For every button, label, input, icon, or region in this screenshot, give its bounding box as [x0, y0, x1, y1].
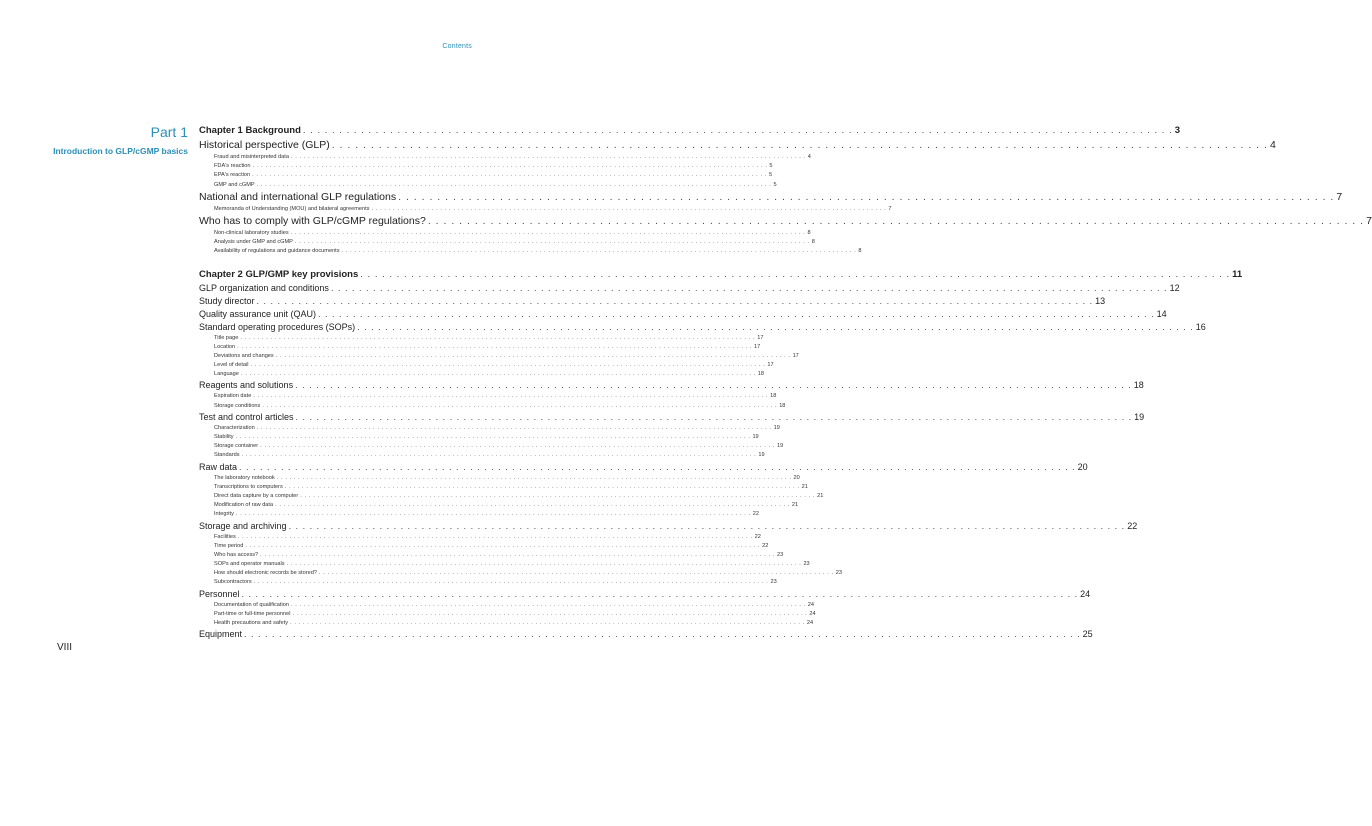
dot-leader: . . . . . . . . . . . . . . . . . . . . . . . . . . . . . . . . . . . . . . . . . . . . . . . . . . . . . . . . . . . . . . . . . . . . . . . . . . . . . . . . . . . . . . . . . . . . . . . . . . . . . . . . . . . . . . . . . . . . . . . .	[260, 443, 776, 450]
dot-leader: . . . . . . . . . . . . . . . . . . . . . . . . . . . . . . . . . . . . . . . . . . . . . . . . . . . . . . . . . . . . . . . . . . . . . . . . . . . . . . . . . . . . . . . . . . . . . . . . . . . . . . . . . . . . . . . . . . . . . . . .	[253, 393, 769, 400]
toc-subsection-entry[interactable]	[199, 334, 764, 343]
toc-subsection-entry-page-number: 19	[777, 443, 784, 450]
toc-section-entry-title: National and international GLP regulations	[199, 190, 397, 203]
toc-subsection-entry-page-number: 19	[758, 452, 765, 459]
dot-leader: . . . . . . . . . . . . . . . . . . . . . . . . . . . . . . . . . . . . . . . . . . . . . . . . . . . . . . . . . . . . . . . . . . . . . . . . . . . . . . . . . . . . . . . . . . . . . . . . . . . . . . . . . . . . . . . . . . . . . . . .	[256, 424, 772, 431]
toc-subsection-entry-page-number: 5	[769, 163, 773, 170]
toc-section-entry-title: Who has to comply with GLP/cGMP regulations?	[199, 214, 426, 227]
dot-leader: . . . . . . . . . . . . . . . . . . . . . . . . . . . . . . . . . . . . . . . . . . . . . . . . . . . . . . . . . . . . . . . . . . . . . . . . . . . . . . . . . . . . . . . . . . . . . . . . . . . . . . . . . . . . . . . . . . . . . . . .	[241, 452, 757, 459]
toc-section-entry-title: Historical perspective (GLP)	[199, 139, 330, 151]
toc-section-entry[interactable]	[199, 214, 1372, 229]
toc-section-entry[interactable]	[199, 295, 1106, 308]
dot-leader: . . . . . . . . . . . . . . . . . . . . . . . . . . . . . . . . . . . . . . . . . . . . . . . . . . . . . . . . . . . . . . . . . . . . . . . . . . . . . . . . . . . . . . . . . . . . . . . . . . . . . . . . . . . . . . . . . . . . . . . .	[357, 321, 1194, 332]
dot-leader: . . . . . . . . . . . . . . . . . . . . . . . . . . . . . . . . . . . . . . . . . . . . . . . . . . . . . . . . . . . . . . . . . . . . . . . . . . . . . . . . . . . . . . . . . . . . . . . . . . . . . . . . . . . . . . . . . . . . . . . .	[284, 483, 800, 490]
toc-section-entry-page-number: 25	[1082, 629, 1093, 640]
toc-subsection-entry[interactable]	[199, 370, 764, 379]
toc-subsection-entry-title: SOPs and operator manuals	[214, 561, 285, 568]
dot-leader: . . . . . . . . . . . . . . . . . . . . . . . . . . . . . . . . . . . . . . . . . . . . . . . . . . . . . . . . . . . . . . . . . . . . . . . . . . . . . . . . . . . . . . . . . . . . . . . . . . . . . . . . . . . . . . . . . . . . . . . .	[240, 371, 756, 378]
toc-subsection-entry-page-number: 22	[762, 542, 769, 549]
toc-section-entry-page-number: 12	[1169, 282, 1180, 293]
toc-subsection-entry[interactable]	[199, 402, 786, 411]
toc-section-entry-page-number: 7	[1336, 190, 1343, 203]
dot-leader: . . . . . . . . . . . . . . . . . . . . . . . . . . . . . . . . . . . . . . . . . . . . . . . . . . . . . . . . . . . . . . . . . . . . . . . . . . . . . . . . . . . . . . . . . . . . . . . . . . . . . . . . . . . . . . . . . . . . . . . .	[245, 542, 761, 549]
dot-leader: . . . . . . . . . . . . . . . . . . . . . . . . . . . . . . . . . . . . . . . . . . . . . . . . . . . . . . . . . . . . . . . . . . . . . . . . . . . . . . . . . . . . . . . . . . . . . . . . . . . . . . . . . . . . . . . . . . . . . . . .	[240, 334, 756, 341]
part-title: Introduction to GLP/cGMP basics	[53, 146, 188, 156]
part-heading	[40, 124, 188, 158]
toc-subsection-entry-title: Transcriptions to computers	[214, 483, 283, 490]
toc-subsection-entry[interactable]	[199, 501, 799, 510]
toc-subsection-entry[interactable]	[199, 483, 808, 492]
toc-subsection-entry-title: Time period	[214, 542, 244, 549]
toc-section-entry-title: Raw data	[199, 461, 238, 472]
toc-subsection-entry-title: Health precautions and safety	[214, 620, 289, 626]
dot-leader: . . . . . . . . . . . . . . . . . . . . . . . . . . . . . . . . . . . . . . . . . . . . . . . . . . . . . . . . . . . . . . . . . . . . . . . . . . . . . . . . . . . . . . . . . . . . . . . . . . . . . . . . . . . . . . . . . . . . . . . .	[290, 601, 806, 608]
toc-section-entry[interactable]	[199, 190, 1343, 205]
toc-section-entry-page-number: 7	[1366, 214, 1372, 227]
toc-subsection-entry-page-number: 21	[801, 483, 808, 490]
toc-chapter-entry[interactable]	[199, 124, 1181, 138]
toc-section-entry-page-number: 14	[1156, 308, 1167, 319]
dot-leader: . . . . . . . . . . . . . . . . . . . . . . . . . . . . . . . . . . . . . . . . . . . . . . . . . . . . . . . . . . . . . . . . . . . . . . . . . . . . . . . . . . . . . . . . . . . . . . . . . . . . . . . . . . . . . . . . . . . . . . . .	[286, 561, 802, 568]
toc-subsection-entry[interactable]	[199, 153, 811, 162]
dot-leader: . . . . . . . . . . . . . . . . . . . . . . . . . . . . . . . . . . . . . . . . . . . . . . . . . . . . . . . . . . . . . . . . . . . . . . . . . . . . . . . . . . . . . . . . . . . . . . . . . . . . . . . . . . . . . . . . . . . . . . . .	[244, 629, 1081, 640]
toc-subsection-entry[interactable]	[199, 205, 892, 214]
toc-section-entry[interactable]	[199, 308, 1167, 321]
dot-leader: . . . . . . . . . . . . . . . . . . . . . . . . . . . . . . . . . . . . . . . . . . . . . . . . . . . . . . . . . . . . . . . . . . . . . . . . . . . . . . . . . . . . . . . . . . . . . . . . . . . . . . . . . . . . . . . . . . . . . . . .	[288, 520, 1126, 531]
toc-subsection-entry-page-number: 18	[757, 371, 764, 378]
toc-section-entry-title: Equipment	[199, 629, 243, 640]
toc-subsection-entry-page-number: 8	[811, 239, 815, 246]
toc-subsection-entry[interactable]	[199, 510, 759, 519]
toc-subsection-entry-title: Title page	[214, 334, 239, 341]
dot-leader: . . . . . . . . . . . . . . . . . . . . . . . . . . . . . . . . . . . . . . . . . . . . . . . . . . . . . . . . . . . . . . . . . . . . . . . . . . . . . . . . . . . . . . . . . . . . . . . . . . . . . . . . . . . . . . . . . . . . . . . .	[237, 533, 753, 540]
toc-section-entry[interactable]	[199, 379, 1144, 392]
dot-leader: . . . . . . . . . . . . . . . . . . . . . . . . . . . . . . . . . . . . . . . . . . . . . . . . . . . . . . . . . . . . . . . . . . . . . . . . . . . . . . . . . . . . . . . . . . . . . . . . . . . . . . . . . . . . . . . . . . . . . . . .	[290, 620, 805, 626]
table-of-contents	[199, 124, 1372, 641]
toc-subsection-entry-title: Language	[214, 371, 239, 378]
toc-section-entry-title: Storage and archiving	[199, 520, 287, 531]
dot-leader: . . . . . . . . . . . . . . . . . . . . . . . . . . . . . . . . . . . . . . . . . . . . . . . . . . . . . . . . . . . . . . . . . . . . . . . . . . . . . . . . . . . . . . . . . . . . . . . . . . . . . . . . . . . . . . . . . . . . . . . .	[330, 282, 1168, 293]
dot-leader: . . . . . . . . . . . . . . . . . . . . . . . . . . . . . . . . . . . . . . . . . . . . . . . . . . . . . . . . . . . . . . . . . . . . . . . . . . . . . . . . . . . . . . . . . . . . . . . . . . . . . . . . . . . . . . . . . . . . . . . .	[275, 502, 790, 509]
dot-leader: . . . . . . . . . . . . . . . . . . . . . . . . . . . . . . . . . . . . . . . . . . . . . . . . . . . . . . . . . . . . . . . . . . . . . . . . . . . . . . . . . . . . . . . . . . . . . . . . . . . . . . . . . . . . . . . . . . . . . . . .	[250, 362, 766, 369]
dot-leader: . . . . . . . . . . . . . . . . . . . . . . . . . . . . . . . . . . . . . . . . . . . . . . . . . . . . . . . . . . . . . . . . . . . . . . . . . . . . . . . . . . . . . . . . . . . . . . . . . . . . . . . . . . . . . . . . . . . . . . . .	[318, 570, 834, 577]
dot-leader: . . . . . . . . . . . . . . . . . . . . . . . . . . . . . . . . . . . . . . . . . . . . . . . . . . . . . . . . . . . . . . . . . . . . . . . . . . . . . . . . . . . . . . . . . . . . . . . . . . . . . . . . . . . . . . . . . . . . . . . .	[260, 551, 775, 558]
toc-subsection-entry-title: EPA's reaction	[214, 172, 251, 179]
dot-leader: . . . . . . . . . . . . . . . . . . . . . . . . . . . . . . . . . . . . . . . . . . . . . . . . . . . . . . . . . . . . . . . . . . . . . . . . . . . . . . . . . . . . . . . . . . . . . . . . . . . . . . . . . . . . . . . . . . . . . . . .	[360, 268, 1231, 280]
toc-subsection-entry-title: Characterization	[214, 424, 255, 431]
toc-subsection-entry-title: Availability of regulations and guidance documents	[214, 248, 340, 255]
dot-leader: . . . . . . . . . . . . . . . . . . . . . . . . . . . . . . . . . . . . . . . . . . . . . . . . . . . . . . . . . . . . . . . . . . . . . . . . . . . . . . . . . . . . . . . . . . . . . . . . . . . . . . . . . . . . . . . . . . . . . . . .	[241, 588, 1079, 599]
toc-subsection-entry[interactable]	[199, 560, 810, 569]
toc-subsection-entry-page-number: 23	[803, 561, 810, 568]
toc-section-entry-page-number: 19	[1134, 411, 1145, 422]
toc-subsection-entry[interactable]	[199, 492, 824, 501]
toc-section-entry[interactable]	[199, 588, 1091, 601]
toc-subsection-entry-title: Direct data capture by a computer	[214, 492, 299, 499]
toc-chapter-entry-title: Chapter 1 Background	[199, 125, 301, 136]
toc-subsection-entry-page-number: 23	[777, 551, 784, 558]
toc-section-entry-title: GLP organization and conditions	[199, 282, 329, 293]
dot-leader: . . . . . . . . . . . . . . . . . . . . . . . . . . . . . . . . . . . . . . . . . . . . . . . . . . . . . . . . . . . . . . . . . . . . . . . . . . . . . . . . . . . . . . . . . . . . . . . . . . . . . . . . . . . . . . . . . . . . . . . .	[300, 492, 816, 499]
toc-subsection-entry-page-number: 21	[791, 502, 799, 509]
toc-subsection-entry-title: Documentation of qualification	[214, 601, 289, 608]
toc-subsection-entry[interactable]	[199, 247, 862, 256]
toc-subsection-entry-title: Storage conditions	[214, 402, 261, 409]
toc-subsection-entry-page-number: 23	[835, 570, 842, 577]
toc-subsection-entry-page-number: 7	[888, 205, 892, 212]
toc-subsection-entry-page-number: 20	[793, 474, 800, 481]
toc-section-entry-page-number: 22	[1127, 520, 1138, 531]
dot-leader: . . . . . . . . . . . . . . . . . . . . . . . . . . . . . . . . . . . . . . . . . . . . . . . . . . . . . . . . . . . . . . . . . . . . . . . . . . . . . . . . . . . . . . . . . . . . . . . . . . . . . . . . . . . . . . . . . . . . . . . .	[302, 125, 1173, 136]
dot-leader: . . . . . . . . . . . . . . . . . . . . . . . . . . . . . . . . . . . . . . . . . . . . . . . . . . . . . . . . . . . . . . . . . . . . . . . . . . . . . . . . . . . . . . . . . . . . . . . . . . . . . . . . . . . . . . . . . . . . . . . .	[276, 474, 792, 481]
dot-leader: . . . . . . . . . . . . . . . . . . . . . . . . . . . . . . . . . . . . . . . . . . . . . . . . . . . . . . . . . . . . . . . . . . . . . . . . . . . . . . . . . . . . . . . . . . . . . . . . . . . . . . . . . . . . . . . . . . . . . . . .	[294, 239, 810, 246]
dot-leader: . . . . . . . . . . . . . . . . . . . . . . . . . . . . . . . . . . . . . . . . . . . . . . . . . . . . . . . . . . . . . . . . . . . . . . . . . . . . . . . . . . . . . . . . . . . . . . . . . . . . . . . . . . . . . . . . . . . . . . . .	[341, 248, 857, 255]
toc-subsection-entry[interactable]	[199, 181, 777, 190]
toc-section-entry[interactable]	[199, 628, 1093, 641]
toc-subsection-entry-title: Fraud and misinterpreted data	[214, 154, 289, 160]
dot-leader: . . . . . . . . . . . . . . . . . . . . . . . . . . . . . . . . . . . . . . . . . . . . . . . . . . . . . . . . . . . . . . . . . . . . . . . . . . . . . . . . . . . . . . . . . . . . . . . . . . . . . . . . . . . . . . . . . . . . . . . .	[253, 579, 769, 586]
toc-subsection-entry-page-number: 17	[792, 352, 799, 359]
toc-subsection-entry[interactable]	[199, 352, 799, 361]
toc-subsection-entry-page-number: 23	[770, 579, 777, 586]
dot-leader: . . . . . . . . . . . . . . . . . . . . . . . . . . . . . . . . . . . . . . . . . . . . . . . . . . . . . . . . . . . . . . . . . . . . . . . . . . . . . . . . . . . . . . . . . . . . . . . . . . . . . . . . . . . . . . . . . . . . . . . .	[237, 343, 752, 350]
toc-subsection-entry-page-number: 21	[817, 492, 824, 499]
toc-subsection-entry-page-number: 18	[770, 393, 777, 400]
toc-subsection-entry[interactable]	[199, 238, 815, 247]
toc-section-entry-page-number: 20	[1077, 461, 1088, 472]
page-number: VIII	[57, 642, 73, 653]
toc-subsection-entry-title: FDA's reaction	[214, 163, 251, 170]
toc-section-entry-title: Reagents and solutions	[199, 380, 294, 391]
toc-subsection-entry[interactable]	[199, 442, 784, 451]
toc-subsection-entry-title: Storage container	[214, 443, 259, 450]
toc-subsection-entry[interactable]	[199, 551, 784, 560]
toc-subsection-entry-page-number: 22	[752, 511, 759, 518]
toc-subsection-entry-page-number: 24	[809, 610, 816, 617]
toc-subsection-entry-page-number: 17	[754, 343, 761, 350]
toc-section-entry-page-number: 24	[1080, 588, 1091, 599]
toc-section-entry[interactable]	[199, 461, 1088, 474]
dot-leader: . . . . . . . . . . . . . . . . . . . . . . . . . . . . . . . . . . . . . . . . . . . . . . . . . . . . . . . . . . . . . . . . . . . . . . . . . . . . . . . . . . . . . . . . . . . . . . . . . . . . . . . . . . . . . . . . . . . . . . . .	[252, 163, 768, 170]
toc-subsection-entry-page-number: 24	[806, 620, 814, 626]
toc-subsection-entry-title: Non-clinical laboratory studies	[214, 229, 289, 236]
toc-subsection-entry[interactable]	[199, 542, 769, 551]
toc-subsection-entry-page-number: 4	[807, 154, 811, 160]
toc-subsection-entry[interactable]	[199, 171, 773, 180]
toc-chapter-entry-title: Chapter 2 GLP/GMP key provisions	[199, 268, 359, 280]
dot-leader: . . . . . . . . . . . . . . . . . . . . . . . . . . . . . . . . . . . . . . . . . . . . . . . . . . . . . . . . . . . . . . . . . . . . . . . . . . . . . . . . . . . . . . . . . . . . . . . . . . . . . . . . . . . . . . . . . . . . . . . .	[275, 352, 791, 359]
toc-subsection-entry[interactable]	[199, 474, 800, 483]
dot-leader: . . . . . . . . . . . . . . . . . . . . . . . . . . . . . . . . . . . . . . . . . . . . . . . . . . . . . . . . . . . . . . . . . . . . . . . . . . . . . . . . . . . . . . . . . . . . . . . . . . . . . . . . . . . . . . . . . . . . . . . .	[256, 181, 772, 188]
dot-leader: . . . . . . . . . . . . . . . . . . . . . . . . . . . . . . . . . . . . . . . . . . . . . . . . . . . . . . . . . . . . . . . . . . . . . . . . . . . . . . . . . . . . . . . . . . . . . . . . . . . . . . . . . . . . . . . . . . . . . . . .	[318, 308, 1155, 319]
toc-subsection-entry-title: Stability	[214, 434, 234, 440]
toc-subsection-entry[interactable]	[199, 569, 842, 578]
toc-section-entry[interactable]	[199, 520, 1138, 533]
toc-subsection-entry-title: Facilities	[214, 533, 236, 540]
toc-section-entry-title: Study director	[199, 295, 255, 306]
toc-subsection-entry-title: Memoranda of Understanding (MOU) and bilateral agreements	[214, 205, 370, 212]
toc-subsection-entry[interactable]	[199, 392, 777, 401]
toc-subsection-entry-page-number: 17	[767, 362, 774, 369]
toc-section-entry[interactable]	[199, 321, 1206, 334]
toc-subsection-entry-title: Analysis under GMP and cGMP	[214, 239, 293, 246]
dot-leader: . . . . . . . . . . . . . . . . . . . . . . . . . . . . . . . . . . . . . . . . . . . . . . . . . . . . . . . . . . . . . . . . . . . . . . . . . . . . . . . . . . . . . . . . . . . . . . . . . . . . . . . . . . . . . . . . . . . . . . . .	[295, 380, 1132, 391]
toc-subsection-entry[interactable]	[199, 361, 774, 370]
toc-subsection-entry-title: Integrity	[214, 511, 234, 518]
toc-subsection-entry[interactable]	[199, 424, 780, 433]
toc-subsection-entry[interactable]	[199, 533, 761, 542]
toc-subsection-entry-page-number: 18	[779, 402, 786, 409]
toc-chapter-entry-page-number: 11	[1232, 268, 1243, 280]
toc-subsection-entry-title: How should electronic records be stored?	[214, 570, 317, 577]
toc-subsection-entry[interactable]	[199, 601, 815, 610]
toc-subsection-entry-page-number: 5	[768, 172, 773, 179]
toc-section-entry-page-number: 18	[1133, 380, 1144, 391]
dot-leader: . . . . . . . . . . . . . . . . . . . . . . . . . . . . . . . . . . . . . . . . . . . . . . . . . . . . . . . . . . . . . . . . . . . . . . . . . . . . . . . . . . . . . . . . . . . . . . . . . . . . . . . . . . . . . . . . . . . . . . . .	[331, 139, 1268, 151]
toc-subsection-entry-page-number: 17	[757, 334, 764, 341]
dot-leader: . . . . . . . . . . . . . . . . . . . . . . . . . . . . . . . . . . . . . . . . . . . . . . . . . . . . . . . . . . . . . . . . . . . . . . . . . . . . . . . . . . . . . . . . . . . . . . . . . . . . . . . . . . . . . . . . . . . . . . . .	[262, 402, 778, 409]
dot-leader: . . . . . . . . . . . . . . . . . . . . . . . . . . . . . . . . . . . . . . . . . . . . . . . . . . . . . . . . . . . . . . . . . . . . . . . . . . . . . . . . . . . . . . . . . . . . . . . . . . . . . . . . . . . . . . . . . . . . . . . .	[292, 610, 808, 617]
dot-leader: . . . . . . . . . . . . . . . . . . . . . . . . . . . . . . . . . . . . . . . . . . . . . . . . . . . . . . . . . . . . . . . . . . . . . . . . . . . . . . . . . . . . . . . . . . . . . . . . . . . . . . . . . . . . . . . . . . . . . . . .	[239, 461, 1076, 472]
toc-subsection-entry-title: GMP and cGMP	[214, 181, 255, 188]
toc-section-entry[interactable]	[199, 282, 1180, 295]
toc-subsection-entry[interactable]	[199, 578, 777, 587]
dot-leader: . . . . . . . . . . . . . . . . . . . . . . . . . . . . . . . . . . . . . . . . . . . . . . . . . . . . . . . . . . . . . . . . . . . . . . . . . . . . . . . . . . . . . . . . . . . . . . . . . . . . . . . . . . . . . . . . . . . . . . . .	[256, 295, 1094, 306]
toc-section-entry-title: Personnel	[199, 588, 240, 599]
toc-subsection-entry-title: Standards	[214, 452, 240, 459]
toc-subsection-entry-page-number: 19	[752, 434, 759, 440]
toc-subsection-entry-page-number: 8	[858, 248, 862, 255]
running-header: Contents	[442, 43, 472, 50]
toc-section-entry-page-number: 13	[1095, 295, 1106, 306]
dot-leader: . . . . . . . . . . . . . . . . . . . . . . . . . . . . . . . . . . . . . . . . . . . . . . . . . . . . . . . . . . . . . . . . . . . . . . . . . . . . . . . . . . . . . . . . . . . . . . . . . . . . . . . . . . . . . . . . . . . . . . . .	[427, 214, 1365, 227]
toc-chapter-entry-page-number: 3	[1174, 125, 1181, 136]
toc-subsection-entry-title: Subcontractors	[214, 579, 252, 586]
toc-subsection-entry-page-number: 22	[754, 533, 761, 540]
dot-leader: . . . . . . . . . . . . . . . . . . . . . . . . . . . . . . . . . . . . . . . . . . . . . . . . . . . . . . . . . . . . . . . . . . . . . . . . . . . . . . . . . . . . . . . . . . . . . . . . . . . . . . . . . . . . . . . . . . . . . . . .	[290, 154, 806, 160]
toc-subsection-entry[interactable]	[199, 162, 773, 171]
toc-section-entry[interactable]	[199, 138, 1276, 153]
toc-subsection-entry[interactable]	[199, 619, 814, 628]
dot-leader: . . . . . . . . . . . . . . . . . . . . . . . . . . . . . . . . . . . . . . . . . . . . . . . . . . . . . . . . . . . . . . . . . . . . . . . . . . . . . . . . . . . . . . . . . . . . . . . . . . . . . . . . . . . . . . . . . . . . . . . .	[371, 205, 887, 212]
toc-subsection-entry-title: Level of detail	[214, 362, 249, 369]
toc-subsection-entry-title: Expiration date	[214, 393, 252, 400]
toc-subsection-entry-title: Deviations and changes	[214, 352, 274, 359]
toc-section-entry-title: Standard operating procedures (SOPs)	[199, 321, 356, 332]
toc-subsection-entry-title: Modification of raw data	[214, 502, 274, 509]
dot-leader: . . . . . . . . . . . . . . . . . . . . . . . . . . . . . . . . . . . . . . . . . . . . . . . . . . . . . . . . . . . . . . . . . . . . . . . . . . . . . . . . . . . . . . . . . . . . . . . . . . . . . . . . . . . . . . . . . . . . . . . .	[398, 190, 1335, 203]
toc-subsection-entry-page-number: 19	[773, 424, 780, 431]
toc-section-entry-page-number: 16	[1195, 321, 1206, 332]
toc-subsection-entry-page-number: 24	[807, 601, 815, 608]
toc-subsection-entry-page-number: 8	[807, 229, 811, 236]
toc-section-entry[interactable]	[199, 411, 1145, 424]
toc-subsection-entry-title: The laboratory notebook	[214, 474, 275, 481]
toc-chapter-entry[interactable]	[199, 268, 1243, 282]
dot-leader: . . . . . . . . . . . . . . . . . . . . . . . . . . . . . . . . . . . . . . . . . . . . . . . . . . . . . . . . . . . . . . . . . . . . . . . . . . . . . . . . . . . . . . . . . . . . . . . . . . . . . . . . . . . . . . . . . . . . . . . .	[252, 172, 767, 179]
toc-section-entry-title: Quality assurance unit (QAU)	[199, 308, 317, 319]
toc-subsection-entry[interactable]	[199, 343, 761, 352]
toc-subsection-entry-title: Part-time or full-time personnel	[214, 610, 291, 617]
toc-subsection-entry-page-number: 5	[773, 181, 777, 188]
dot-leader: . . . . . . . . . . . . . . . . . . . . . . . . . . . . . . . . . . . . . . . . . . . . . . . . . . . . . . . . . . . . . . . . . . . . . . . . . . . . . . . . . . . . . . . . . . . . . . . . . . . . . . . . . . . . . . . . . . . . . . . .	[235, 511, 751, 518]
toc-subsection-entry-title: Location	[214, 343, 236, 350]
toc-section-entry-title: Test and control articles	[199, 411, 294, 422]
dot-leader: . . . . . . . . . . . . . . . . . . . . . . . . . . . . . . . . . . . . . . . . . . . . . . . . . . . . . . . . . . . . . . . . . . . . . . . . . . . . . . . . . . . . . . . . . . . . . . . . . . . . . . . . . . . . . . . . . . . . . . . .	[290, 229, 806, 236]
toc-subsection-entry[interactable]	[199, 451, 765, 460]
toc-subsection-entry[interactable]	[199, 229, 811, 238]
toc-section-entry-page-number: 4	[1269, 139, 1276, 151]
toc-subsection-entry[interactable]	[199, 610, 816, 619]
toc-subsection-entry-title: Who has access?	[214, 551, 259, 558]
toc-subsection-entry[interactable]	[199, 433, 759, 442]
part-number: Part 1	[150, 124, 188, 140]
dot-leader: . . . . . . . . . . . . . . . . . . . . . . . . . . . . . . . . . . . . . . . . . . . . . . . . . . . . . . . . . . . . . . . . . . . . . . . . . . . . . . . . . . . . . . . . . . . . . . . . . . . . . . . . . . . . . . . . . . . . . . . .	[235, 434, 751, 440]
dot-leader: . . . . . . . . . . . . . . . . . . . . . . . . . . . . . . . . . . . . . . . . . . . . . . . . . . . . . . . . . . . . . . . . . . . . . . . . . . . . . . . . . . . . . . . . . . . . . . . . . . . . . . . . . . . . . . . . . . . . . . . .	[295, 411, 1133, 422]
